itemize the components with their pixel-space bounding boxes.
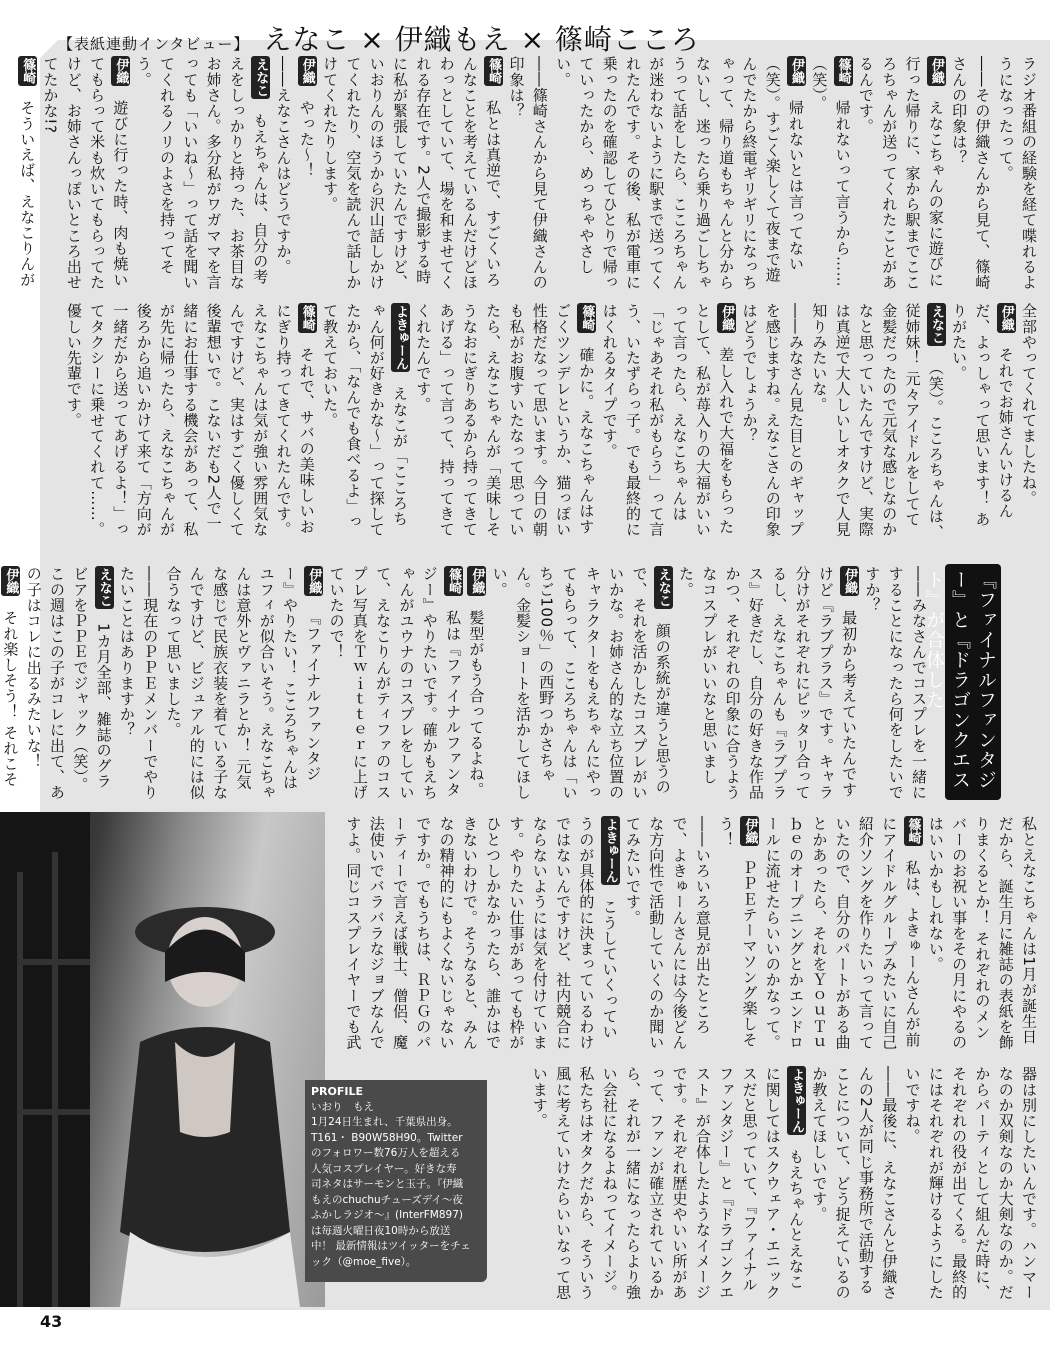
paragraph-text: ――みなさん見た目とのギャップを感じますね。えなこさんの印象はどうでしょうか？: [740, 303, 806, 537]
paragraph-text: 顔の系統が違うと思うので、それを活かしたコスプレがいいかな。お姉さん的な立ち位置のキャラクターをもえちゃんにやってもらって、こころちゃんは「いちご100％」の西野つかさちゃん。金髪ショートを活かしてほしい。: [490, 566, 672, 800]
paragraph-text: 確かに。えなこちゃんはすごくツンデレというか、猫っぽい性格だなって思います。今日の朝も私がお腹すいたなって思っていたら、えなこちゃんが「美味しそうなおにぎりあるから持ってきてあげる」って言って、持ってきてくれたんです。: [414, 303, 596, 537]
speaker-label: 伊織: [469, 568, 485, 594]
article-title: えなこ × 伊織もえ × 篠崎こころ: [263, 23, 700, 56]
paragraph-text: 私とえなこちゃんは1月が誕生日だから、誕生月に雑誌の表紙を飾りまくるとか！ それぞれのメンバーのお祝い事をその月にやるのはいいかもしれない。: [926, 816, 1038, 1050]
speaker-label: 伊織: [928, 58, 944, 84]
paragraph-text: 『ファイナルファンタジー』やりたい！ こころちゃんはユフィが似合いそう。えなこちゃんは意外とヴァニラとか！ 元気な感じで民族衣装を着ている子なんですけど、ビジュアル的には似合うなって思いました。: [164, 566, 323, 800]
profile-line: 人気コスプレイヤー。好きな寿: [311, 1162, 457, 1175]
page-number: 43: [40, 1312, 63, 1331]
interview-paragraph: [295, 56, 318, 294]
speaker-label: えなこ: [655, 568, 671, 607]
interview-paragraph: [807, 303, 947, 541]
speaker-label: よきゅーん: [789, 1068, 805, 1133]
text-tier-3: [1, 566, 930, 804]
profile-line: もえのchuchuチューズデイ～夜: [311, 1193, 463, 1206]
interview-paragraph: [161, 566, 324, 804]
paragraph-text: ラジオ番組の経験を経て喋れるようになったって。: [996, 56, 1038, 290]
speaker-label: えなこ: [96, 568, 112, 607]
speaker-label: 篠崎: [486, 58, 502, 84]
paragraph-text: ――最後に、えなこさんと伊織さんの2人が同じ事務所で活動することについて、どう捉えているのか教えてほしいです。: [810, 1066, 899, 1300]
interview-paragraph: [527, 1066, 807, 1304]
interview-question: [947, 56, 994, 294]
interview-question: [807, 1066, 900, 1304]
speaker-label: 伊織: [113, 58, 129, 84]
profile-line: ック（@moe_five）。: [311, 1255, 417, 1268]
interview-paragraph: [464, 566, 487, 804]
paragraph-text: えなこが「こころちゃん何が好きかな～」って探してたから、「なんでも食べるよ」って教えておいた。: [321, 303, 409, 537]
profile-line: のフォロワー数76万人を超える: [311, 1147, 461, 1159]
interview-paragraph: [324, 566, 464, 804]
speaker-label: 篠崎: [299, 305, 315, 331]
profile-name: いおり もえ: [311, 1100, 374, 1113]
interview-question: [504, 56, 551, 294]
interview-paragraph: [551, 56, 807, 294]
paragraph-text: それでお姉さんいけるんだ、よっしゃって思います！ ありがたい。: [950, 303, 1015, 527]
profile-line: T161・ B90W58H90。Twitter: [311, 1131, 463, 1144]
photo-illustration: [0, 812, 325, 1307]
speaker-label: よきゅーん: [602, 818, 618, 883]
paragraph-text: もえちゃんとえなこに関してはスクウェア・エニックスだと思っていて、『ファイナルファンタジー』と『ドラゴンクエスト』が合体したようなイメージです。それぞれ歴史やいい所があって、ファンが確立されているから、それが一緒になったらより強い会社になるよねってイメージ。私たちはオタクだから、そういう風に考えていけたらいいなって思います。: [530, 1066, 806, 1300]
speaker-label: 篠崎: [579, 305, 595, 331]
paragraph-text: 帰れないとは言ってない（笑）。すごく楽しくて夜まで遊んでたから終電ギリギリになっちゃって、帰り道もちゃんと分からないし、迷ったら乗り過ごしちゃうって話をしたら、こころちゃんが迷わないように駅まで送ってくれたんです。その後、私が電車に乗ったのを確認してひとりで帰っていったから、めっちゃやさしい。: [554, 56, 806, 290]
paragraph-text: えなこちゃんの家に遊びに行った帰りに、家から駅までこころちゃんが送ってくれたことがあるんです。: [856, 56, 945, 290]
speaker-label: 伊織: [299, 58, 315, 84]
paragraph-text: こうしていくっていうのが具体的に決まっているわけではないんですけど、社内競合にならないようには気を付けています。やりたい仕事があっても枠がひとつしかなかったら、誰かはできないわけで。そうなると、みんなの精神的にもよくないじゃないですか。でもうちは、ＲＰＧのパーティーで言えば戦士、僧侶、魔法使いでバラバラなジョブなんですよ。同じコスプレイヤーでも武: [344, 816, 619, 1050]
paragraph-text: 器は別にしたいんです。ハンマーなのか双剣なのか大剣なのか。だからパーティとして組んだ時に、それぞれの役が出てくる。最終的にはそれぞれが輝けるようにしたいですね。: [903, 1066, 1038, 1300]
interview-paragraph: [0, 566, 21, 804]
speaker-label: えなこ: [253, 58, 269, 97]
interview-paragraph: [62, 303, 318, 541]
article-header: [58, 18, 700, 58]
speaker-label: 篠崎: [446, 568, 462, 594]
interview-paragraph: [21, 566, 114, 804]
interview-paragraph: [341, 816, 621, 1054]
speaker-label: 篠崎: [835, 58, 851, 84]
paragraph-text: ――その伊織さんから見て、篠崎さんの印象は？: [950, 56, 992, 290]
interview-paragraph: [318, 56, 504, 294]
speaker-label: 伊織: [789, 58, 805, 84]
paragraph-text: ――えなこさんはどうですか。: [274, 56, 293, 275]
profile-heading: PROFILE: [311, 1085, 364, 1098]
text-tier-2: [55, 303, 1040, 541]
interview-question: [860, 566, 930, 804]
paragraph-text: （笑）。こころちゃんは、従姉妹！ 元々アイドルをしてて金髪だったので元気な感じなのかなと思っていたんですけど、実際は真逆で大人しいしオタクで人見知りみたいな。: [810, 303, 945, 540]
speaker-label: 篠崎: [20, 58, 36, 84]
interview-paragraph: [1017, 303, 1040, 541]
interview-paragraph: [900, 1066, 1040, 1304]
interview-paragraph: [15, 56, 38, 294]
paragraph-text: 私は『ファイナルファンタジー』やりたいです。確かもえちゃんがユウナのコスプレをしていて、えなこりんがティファのコスプレ写真をＴｗｉｔｔｅｒに上げていたので！: [327, 566, 463, 800]
paragraph-text: 髪型がもう合ってるよね。: [467, 610, 486, 798]
interview-question: [737, 303, 807, 541]
paragraph-text: ＰＰＥテーマソング楽しそう！: [717, 816, 759, 1048]
portrait-photo: [0, 812, 325, 1307]
interview-paragraph: [318, 303, 411, 541]
section-tag: 【表紙連動インタビュー】: [58, 35, 250, 53]
paragraph-text: 1カ月全部、雑誌のグラビアをＰＰＥでジャック（笑）。この週はこの子がコレに出て、あの子はコレに出るみたいな！: [24, 566, 113, 800]
paragraph-text: 遊びに行った時、肉も焼いてもらって米も炊いてもらってたけど、お姉さんっぽいところ出せてたかな!?: [41, 56, 130, 290]
interview-paragraph: [947, 303, 1017, 541]
profile-line: 中！ 最新情報はツイッターをチェ: [311, 1240, 471, 1252]
paragraph-text: 私は、よきゅーんさんが前にアイドルグループみたいに自己紹介ソングを作りたいって言っていたので、自分のパートがある曲とかあったら、それをＹｏｕＴｕｂｅのオープニングとかエンドロールに流せたらいいのかなって。: [763, 816, 922, 1050]
profile-line: ふかしラジオ～』(InterFM897): [311, 1209, 463, 1221]
paragraph-text: そういえば、えなこりんが: [18, 100, 37, 288]
paragraph-text: ――みなさんでコスプレを一緒にすることになったら何をしたいですか？: [863, 566, 928, 800]
speaker-label: 篠崎: [905, 818, 921, 844]
speaker-label: えなこ: [928, 305, 944, 344]
paragraph-text: それ楽しそう！ それこそ: [1, 610, 20, 787]
interview-paragraph: [854, 56, 947, 294]
speaker-label: 伊織: [306, 568, 322, 594]
profile-line: は毎週火曜日夜10時から放送: [311, 1224, 451, 1237]
paragraph-text: 帰れないって言うから……（笑）。: [810, 56, 852, 288]
paragraph-text: 全部やってくれてましたね。: [1020, 303, 1038, 506]
paragraph-text: 私とは真逆で、すごくいろんなことを考えているんだけどほわっとしていて、場を和ませてくれる存在です。2人で撮影する時に私が緊張していたんですけど、いおりんのほうから沢山話しかけてくれたり、空気を読んで話しかけてくれたりします。: [321, 56, 503, 290]
interview-paragraph: [487, 566, 673, 804]
speaker-label: 伊織: [998, 305, 1014, 331]
interview-paragraph: [597, 303, 737, 541]
text-tier-1: [18, 56, 1040, 294]
paragraph-text: ――いろいろ意見が出たところで、よきゅーんさんには今後どんな方向性で活動していくのか聞いてみたいです。: [623, 816, 712, 1050]
speaker-label: 伊織: [842, 568, 858, 594]
interview-paragraph: [807, 56, 854, 294]
profile-line: 司ネタはサーモンと玉子。『伊織: [311, 1178, 464, 1190]
speaker-label: よきゅーん: [392, 305, 408, 370]
interview-question: [621, 816, 714, 1054]
interview-paragraph: [411, 303, 597, 541]
paragraph-text: ――篠崎さんから見て伊織さんの印象は？: [507, 56, 549, 290]
speaker-label: 伊織: [719, 305, 735, 331]
interview-paragraph: [760, 816, 923, 1054]
paragraph-text: 最初から考えていたんですけど『ラブプラス』です。キャラ分けがそれぞれにピッタリ合ってるし、えなこちゃんも『ラブプラス』好きだし、自分の好きな作品かつ、それぞれの印象に合うようなコスプレがいいなと思いました。: [677, 566, 859, 800]
paragraph-text: もえちゃんは、自分の考えをしっかりと持った、お茶目なお姉さん。多分私がワガママを言っても「いいね～」って話を聞いてくれるノリのよさを持ってそう。: [134, 56, 270, 290]
interview-question: [115, 566, 162, 804]
paragraph-text: ――現在のＰＰＥメンバーでやりたいことはありますか？: [117, 566, 160, 800]
interview-paragraph: [38, 56, 131, 294]
interview-paragraph: [131, 56, 271, 294]
profile-text: [311, 1115, 481, 1270]
interview-paragraph: [714, 816, 761, 1054]
interview-paragraph: [674, 566, 860, 804]
speaker-label: 伊織: [742, 818, 758, 844]
interview-question: [271, 56, 294, 294]
text-tier-4: [335, 816, 1040, 1054]
interview-paragraph: [993, 56, 1040, 294]
profile-line: 1月24日生まれ、千葉県出身。: [311, 1116, 458, 1128]
pull-quote-heading: 『ファイナルファンタジー』と『ドラゴンクエスト』が合体した: [945, 564, 1001, 800]
paragraph-text: それで、サバの美味しいおにぎり持ってきてくれたんです。えなこちゃんは気が強い雰囲気なんですけど、実はすごく優しくて後輩想いで。こないだも2人で一緒にお仕事する機会があって、私が先に帰ったら、えなこちゃんが後ろから追いかけて来て「方向が一緒だから送ってあげるよ！」ってタクシーに乗せてくれて……。優しい先輩です。: [64, 303, 316, 537]
interview-paragraph: [924, 816, 1040, 1054]
paragraph-text: やった～！: [297, 100, 316, 178]
speaker-label: 伊織: [3, 568, 19, 594]
text-tier-5: [495, 1066, 1040, 1304]
profile-box: [305, 1080, 487, 1282]
paragraph-text: 差し入れで大福をもらったとして、私が苺入りの大福がいいって言ったら、えなこちゃんは「じゃあそれ私がもらう」って言う、いたずらっ子。でも最終的にはくれるタイプです。: [600, 303, 736, 537]
